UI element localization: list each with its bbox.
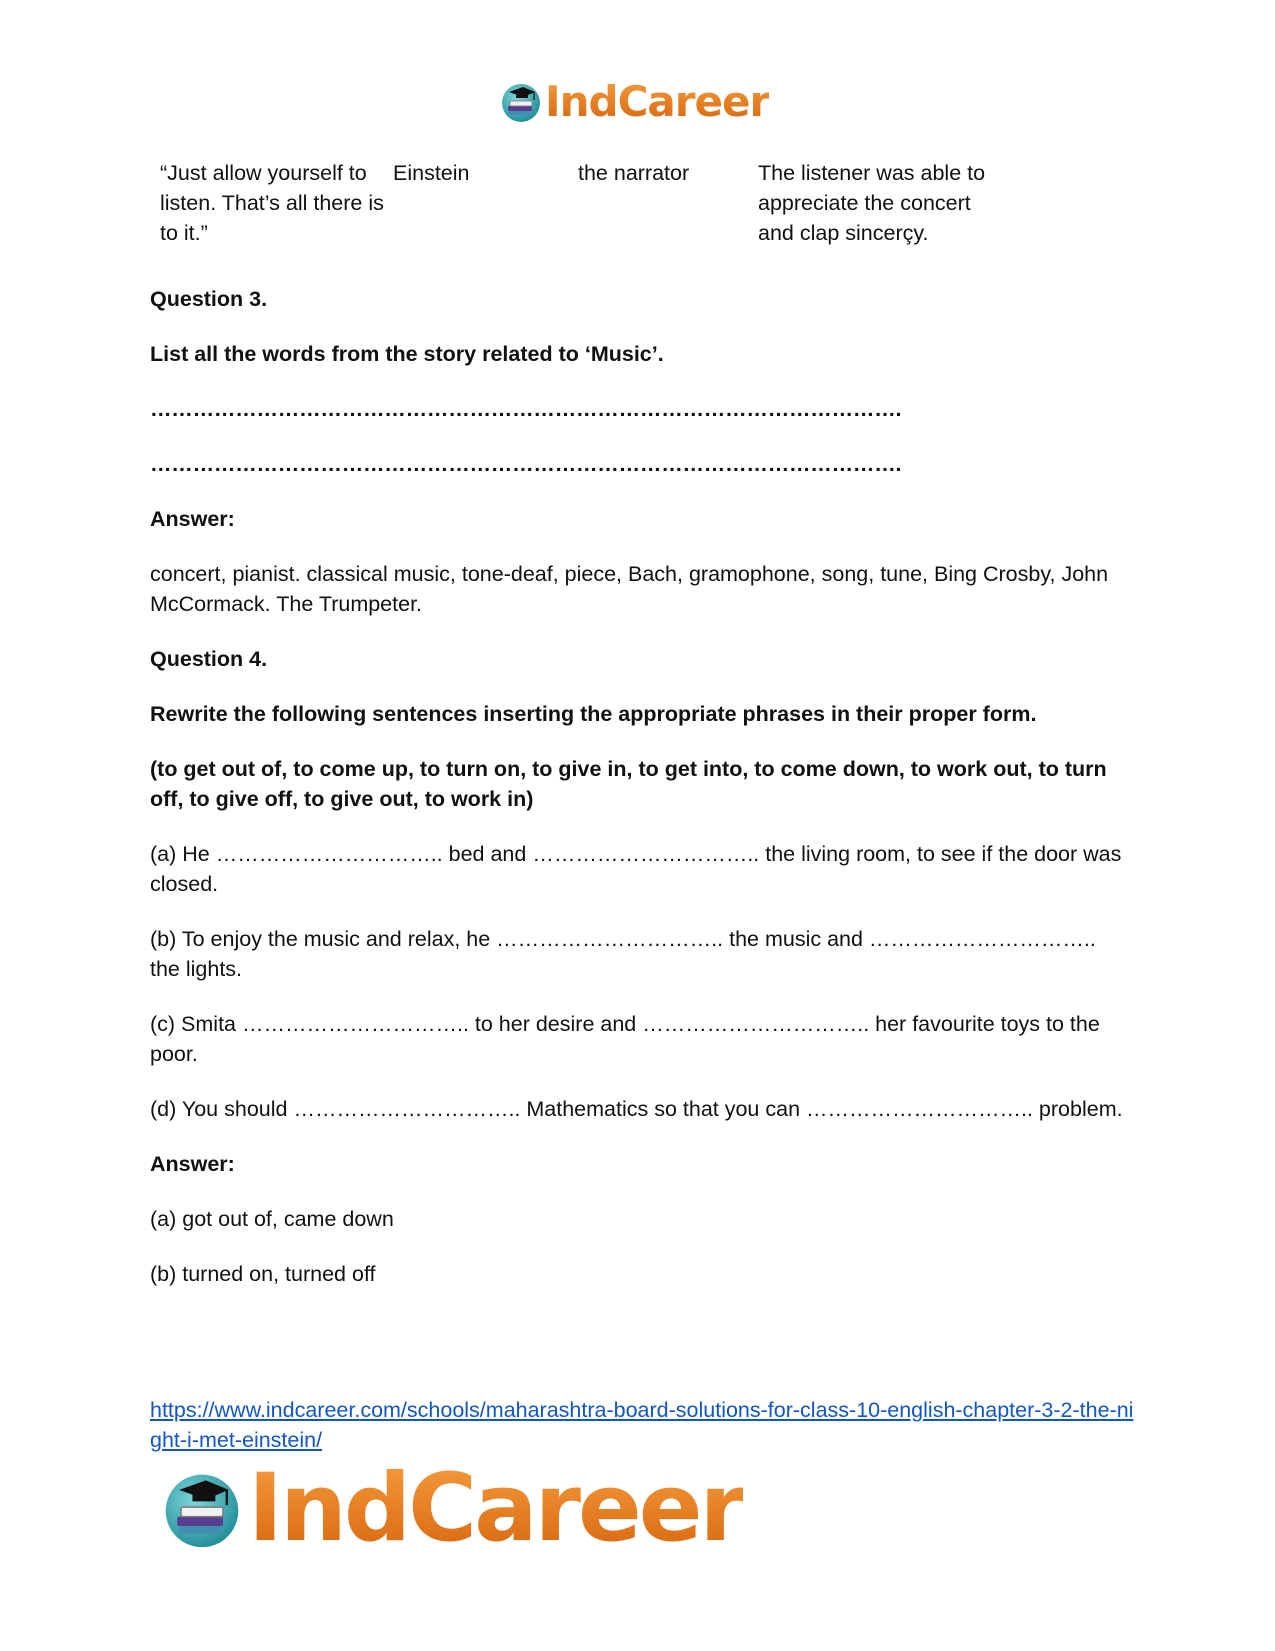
question-3-answer: concert, pianist. classical music, tone-deaf, piece, Bach, gramophone, song, tune, Bing Crosby, John McCormack. The Trumpeter. — [150, 562, 1109, 616]
question-4-item-c: (c) Smita ………………………….. to her desire and ………………………….. her favourite toys to the poor. — [150, 1012, 1100, 1066]
graduation-book-icon — [499, 80, 543, 124]
graduation-book-icon — [160, 1467, 244, 1551]
question-4-prompt: Rewrite the following sentences inserting the appropriate phrases in their proper form. — [150, 702, 1037, 726]
footer-logo — [160, 1454, 743, 1563]
question-3-heading: Question 3. — [150, 287, 268, 311]
question-3-answer-label: Answer: — [150, 507, 235, 531]
header-logo — [499, 77, 770, 126]
speaker-cell: Einstein — [393, 161, 470, 185]
answer-blank-line-2: ……………………………………………………………………………………………. — [150, 452, 902, 476]
logo-wordmark: IndCareer — [545, 77, 770, 126]
question-4-item-a: (a) He ………………………….. bed and ………………………….. the living room, to see if the door was closed. — [150, 842, 1122, 896]
document-body — [150, 158, 1130, 1289]
source-link[interactable]: https://www.indcareer.com/schools/maharashtra-board-solutions-for-class-10-english-chapter-3-2-the-night-i-met-einstein/ — [150, 1398, 1134, 1452]
listener-cell: the narrator — [578, 161, 690, 185]
answer-blank-line-1: ……………………………………………………………………………………………. — [150, 397, 902, 421]
question-3-prompt: List all the words from the story related to ‘Music’. — [150, 342, 664, 366]
question-4-answer-a: (a) got out of, came down — [150, 1207, 394, 1231]
question-4-item-b: (b) To enjoy the music and relax, he ………………………….. the music and ………………………….. the lights. — [150, 927, 1096, 981]
question-4-answer-b: (b) turned on, turned off — [150, 1262, 376, 1286]
question-4-item-d: (d) You should ………………………….. Mathematics so that you can ………………………….. problem. — [150, 1097, 1123, 1121]
question-4-answer-label: Answer: — [150, 1152, 235, 1176]
question-4-phrases: (to get out of, to come up, to turn on, to give in, to get into, to come down, to work out, to turn off, to give off, to give out, to work in) — [150, 757, 1107, 811]
effect-cell: The listener was able to appreciate the concert and clap sincerçy. — [758, 161, 986, 245]
quote-cell: “Just allow yourself to listen. That’s all there is to it.” — [160, 161, 384, 245]
logo-wordmark: IndCareer — [248, 1454, 743, 1563]
table-row — [150, 158, 1130, 248]
question-4-heading: Question 4. — [150, 647, 268, 671]
